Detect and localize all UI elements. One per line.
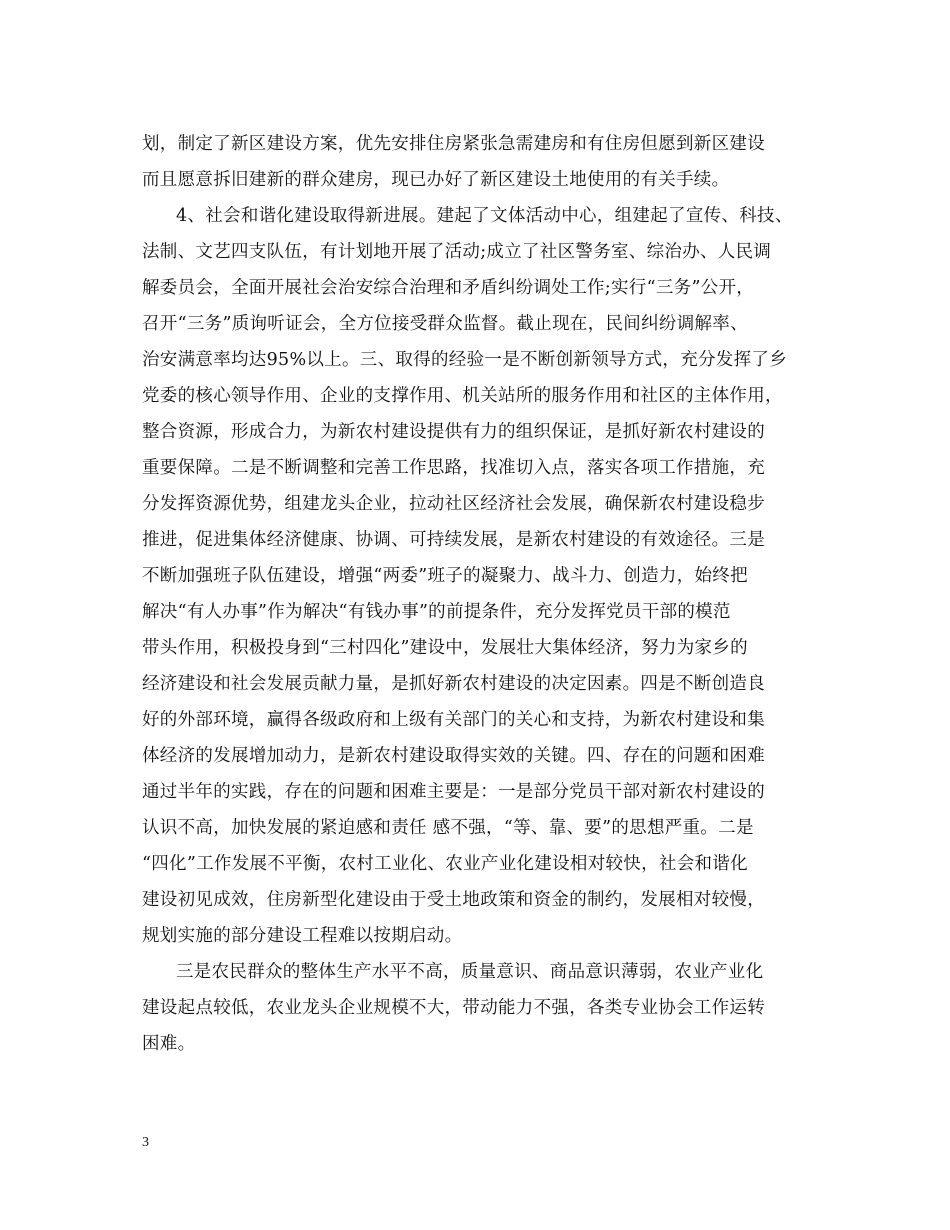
text-line: 体经济的发展增加动力，是新农村建设取得实效的关键。四、存在的问题和困难	[142, 746, 765, 766]
text-line: 而且愿意拆旧建新的群众建房，现已办好了新区建设土地使用的有关手续。	[142, 170, 730, 190]
text-line: 解决“有人办事”作为解决“有钱办事”的前提条件，充分发挥党员干部的模范	[142, 602, 731, 622]
text-line: 通过半年的实践，存在的问题和困难主要是：一是部分党员干部对新农村建设的	[142, 782, 765, 802]
text-line: 重要保障。二是不断调整和完善工作思路，找准切入点，落实各项工作措施，充	[142, 458, 765, 478]
text-line: 召开“三务”质询听证会，全方位接受群众监督。截止现在，民间纠纷调解率、	[142, 314, 748, 334]
text-line: 建设初见成效，住房新型化建设由于受土地政策和资金的制约，发展相对较慢，	[142, 890, 765, 910]
page-number: 3	[142, 1135, 149, 1150]
text-line: 整合资源，形成合力，为新农村建设提供有力的组织保证，是抓好新农村建设的	[142, 422, 765, 442]
text-line: 推进，促进集体经济健康、协调、可持续发展，是新农村建设的有效途径。三是	[142, 530, 765, 550]
text-line: 经济建设和社会发展贡献力量，是抓好新农村建设的决定因素。四是不断创造良	[142, 674, 765, 694]
text-line: 分发挥资源优势，组建龙头企业，拉动社区经济社会发展，确保新农村建设稳步	[142, 494, 765, 514]
text-line: 不断加强班子队伍建设，增强“两委”班子的凝聚力、战斗力、创造力，始终把	[142, 566, 748, 586]
text-line: 规划实施的部分建设工程难以按期启动。	[142, 926, 463, 946]
text-line: 认识不高，加快发展的紧迫感和责任 感不强，“等、靠、要”的思想严重。二是	[142, 818, 754, 838]
text-line: 带头作用，积极投身到“三村四化”建设中，发展壮大集体经济，努力为家乡的	[142, 638, 748, 658]
text-line: 治安满意率均达95%以上。三、取得的经验一是不断创新领导方式，充分发挥了乡	[142, 350, 787, 370]
text-line: “四化”工作发展不平衡，农村工业化、农业产业化建设相对较快，社会和谐化	[142, 854, 748, 874]
text-line: 解委员会，全面开展社会治安综合治理和矛盾纠纷调处工作;实行“三务”公开，	[142, 278, 755, 298]
paragraph-start-line: 三是农民群众的整体生产水平不高，质量意识、商品意识薄弱，农业产业化	[176, 962, 764, 982]
text-line: 好的外部环境，赢得各级政府和上级有关部门的关心和支持，为新农村建设和集	[142, 710, 765, 730]
paragraph-start-line: 4、社会和谐化建设取得新进展。建起了文体活动中心，组建起了宣传、科技、	[176, 206, 793, 226]
text-line: 法制、文艺四支队伍，有计划地开展了活动;成立了社区警务室、综治办、人民调	[142, 242, 772, 262]
text-line: 划，制定了新区建设方案，优先安排住房紧张急需建房和有住房但愿到新区建设	[142, 134, 765, 154]
text-line: 困难。	[142, 1034, 196, 1054]
text-line: 建设起点较低，农业龙头企业规模不大，带动能力不强，各类专业协会工作运转	[142, 998, 765, 1018]
text-line: 党委的核心领导作用、企业的支撑作用、机关站所的服务作用和社区的主体作用，	[142, 386, 783, 406]
